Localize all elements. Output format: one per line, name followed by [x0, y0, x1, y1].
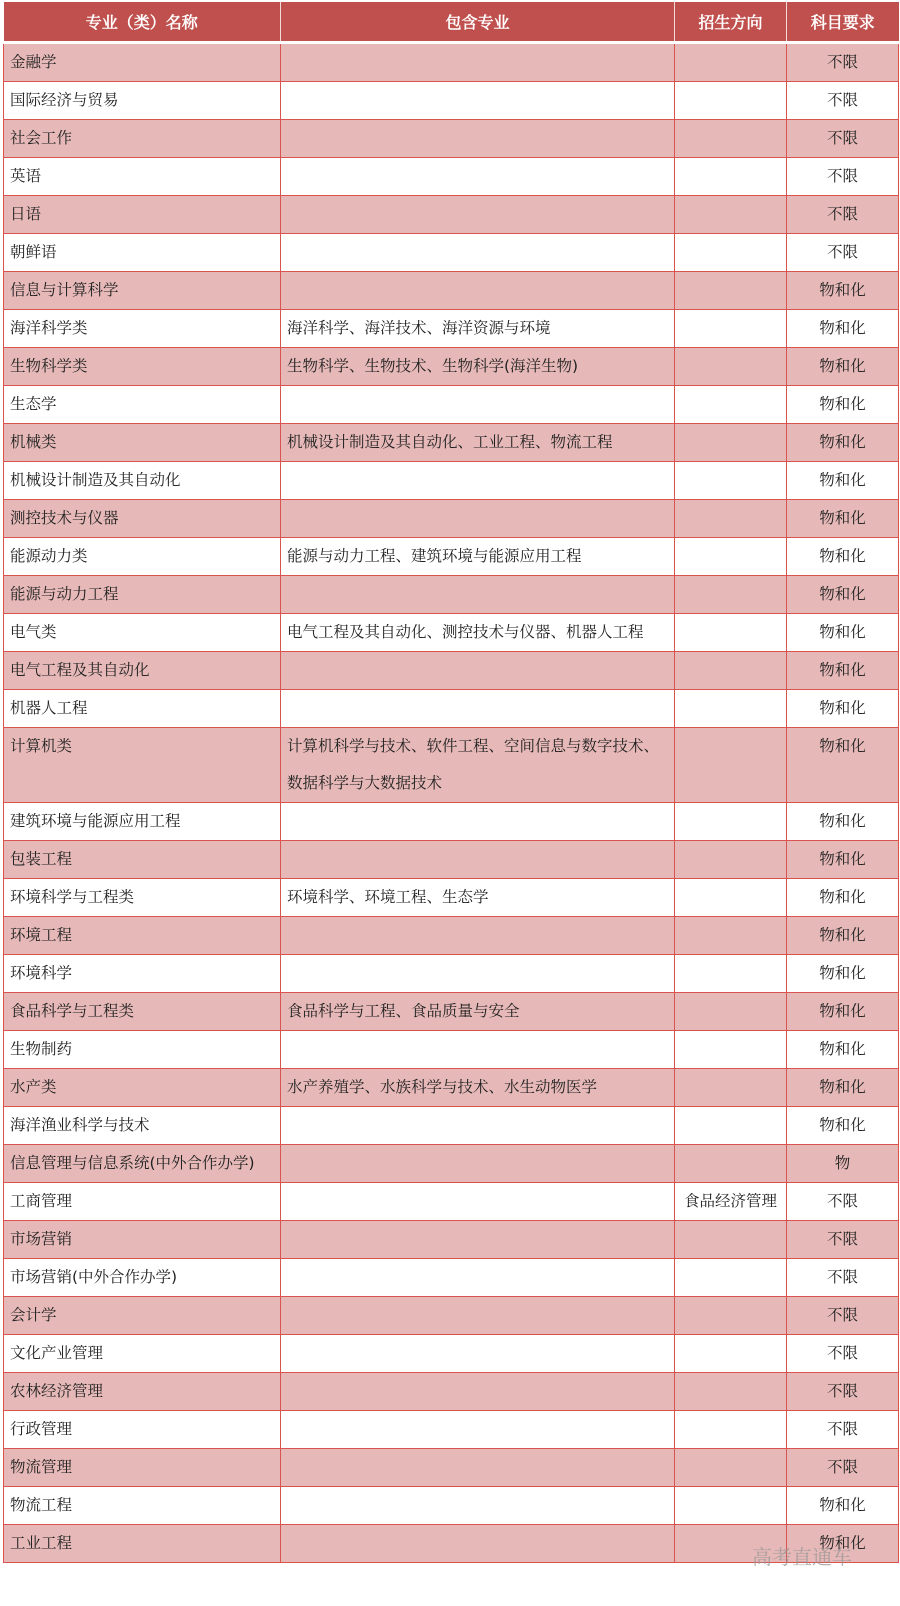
cell-included-majors [281, 1259, 675, 1297]
cell-included-majors [281, 1411, 675, 1449]
cell-direction [675, 120, 787, 158]
cell-direction [675, 82, 787, 120]
table-row [4, 1145, 899, 1183]
cell-included-majors [281, 1107, 675, 1145]
cell-included-majors: 食品科学与工程、食品质量与安全 [281, 993, 675, 1031]
cell-included-majors [281, 1525, 675, 1563]
cell-subject-requirement: 物和化 [787, 310, 899, 348]
cell-direction [675, 1145, 787, 1183]
cell-direction [675, 538, 787, 576]
table-row [4, 386, 899, 424]
table-row [4, 1183, 899, 1221]
cell-direction [675, 1221, 787, 1259]
cell-direction [675, 386, 787, 424]
cell-included-majors [281, 1221, 675, 1259]
cell-subject-requirement: 物和化 [787, 993, 899, 1031]
cell-direction [675, 272, 787, 310]
cell-included-majors [281, 803, 675, 841]
cell-direction [675, 917, 787, 955]
cell-included-majors [281, 158, 675, 196]
cell-major-name: 机器人工程 [4, 690, 281, 728]
cell-included-majors [281, 272, 675, 310]
cell-subject-requirement: 物和化 [787, 538, 899, 576]
cell-direction [675, 1449, 787, 1487]
table-row [4, 1107, 899, 1145]
table-row [4, 1487, 899, 1525]
cell-included-majors [281, 43, 675, 82]
table-row [4, 1259, 899, 1297]
table-row [4, 993, 899, 1031]
cell-direction [675, 158, 787, 196]
table-row [4, 310, 899, 348]
cell-included-majors [281, 120, 675, 158]
table-row [4, 462, 899, 500]
cell-included-majors [281, 82, 675, 120]
cell-major-name: 生物制药 [4, 1031, 281, 1069]
table-row [4, 1297, 899, 1335]
cell-direction [675, 955, 787, 993]
cell-major-name: 文化产业管理 [4, 1335, 281, 1373]
majors-table [3, 2, 899, 1563]
cell-subject-requirement: 不限 [787, 82, 899, 120]
cell-major-name: 物流工程 [4, 1487, 281, 1525]
cell-major-name: 信息管理与信息系统(中外合作办学) [4, 1145, 281, 1183]
cell-subject-requirement: 不限 [787, 158, 899, 196]
cell-included-majors [281, 1297, 675, 1335]
table-row [4, 348, 899, 386]
cell-included-majors: 机械设计制造及其自动化、工业工程、物流工程 [281, 424, 675, 462]
cell-major-name: 海洋渔业科学与技术 [4, 1107, 281, 1145]
table-row [4, 1335, 899, 1373]
cell-direction [675, 803, 787, 841]
cell-included-majors [281, 500, 675, 538]
table-header [4, 2, 899, 43]
cell-included-majors [281, 1449, 675, 1487]
table-row [4, 1373, 899, 1411]
table-row [4, 614, 899, 652]
cell-subject-requirement: 不限 [787, 1183, 899, 1221]
table-row [4, 652, 899, 690]
header-subject-requirement: 科目要求 [787, 2, 899, 43]
cell-direction [675, 348, 787, 386]
cell-included-majors [281, 652, 675, 690]
cell-subject-requirement: 物和化 [787, 803, 899, 841]
cell-subject-requirement: 物和化 [787, 728, 899, 803]
table-row [4, 803, 899, 841]
cell-subject-requirement: 物和化 [787, 1069, 899, 1107]
cell-major-name: 生物科学类 [4, 348, 281, 386]
header-included-majors: 包含专业 [281, 2, 675, 43]
cell-included-majors [281, 196, 675, 234]
cell-included-majors: 海洋科学、海洋技术、海洋资源与环境 [281, 310, 675, 348]
cell-subject-requirement: 不限 [787, 1297, 899, 1335]
cell-direction [675, 1069, 787, 1107]
cell-subject-requirement: 物 [787, 1145, 899, 1183]
cell-subject-requirement: 物和化 [787, 652, 899, 690]
table-row [4, 234, 899, 272]
cell-included-majors [281, 841, 675, 879]
table-row [4, 120, 899, 158]
table-row [4, 158, 899, 196]
table-row [4, 955, 899, 993]
cell-subject-requirement: 不限 [787, 1221, 899, 1259]
table-row [4, 538, 899, 576]
cell-direction [675, 841, 787, 879]
cell-major-name: 工业工程 [4, 1525, 281, 1563]
cell-subject-requirement: 不限 [787, 1449, 899, 1487]
cell-included-majors [281, 917, 675, 955]
cell-direction [675, 43, 787, 82]
cell-major-name: 环境科学 [4, 955, 281, 993]
table-row [4, 1069, 899, 1107]
cell-subject-requirement: 不限 [787, 1373, 899, 1411]
cell-direction [675, 614, 787, 652]
header-major-name: 专业（类）名称 [4, 2, 281, 43]
table-row [4, 82, 899, 120]
cell-included-majors [281, 1031, 675, 1069]
table-row [4, 272, 899, 310]
cell-subject-requirement: 不限 [787, 234, 899, 272]
table-row [4, 728, 899, 803]
cell-major-name: 计算机类 [4, 728, 281, 803]
cell-direction [675, 652, 787, 690]
cell-subject-requirement: 不限 [787, 1411, 899, 1449]
cell-subject-requirement: 物和化 [787, 576, 899, 614]
cell-major-name: 能源与动力工程 [4, 576, 281, 614]
cell-included-majors [281, 690, 675, 728]
cell-major-name: 日语 [4, 196, 281, 234]
cell-subject-requirement: 物和化 [787, 1107, 899, 1145]
cell-included-majors [281, 386, 675, 424]
table-body [4, 43, 899, 1563]
cell-included-majors [281, 462, 675, 500]
table-row [4, 1411, 899, 1449]
cell-direction [675, 993, 787, 1031]
cell-subject-requirement: 物和化 [787, 917, 899, 955]
cell-subject-requirement: 物和化 [787, 879, 899, 917]
cell-subject-requirement: 物和化 [787, 272, 899, 310]
cell-subject-requirement: 物和化 [787, 955, 899, 993]
cell-subject-requirement: 物和化 [787, 424, 899, 462]
cell-subject-requirement: 物和化 [787, 1487, 899, 1525]
cell-direction [675, 1031, 787, 1069]
table-row [4, 690, 899, 728]
cell-major-name: 市场营销(中外合作办学) [4, 1259, 281, 1297]
cell-major-name: 测控技术与仪器 [4, 500, 281, 538]
cell-direction [675, 1107, 787, 1145]
cell-direction [675, 1335, 787, 1373]
cell-major-name: 金融学 [4, 43, 281, 82]
cell-major-name: 行政管理 [4, 1411, 281, 1449]
cell-major-name: 建筑环境与能源应用工程 [4, 803, 281, 841]
table-row [4, 917, 899, 955]
cell-included-majors: 计算机科学与技术、软件工程、空间信息与数字技术、数据科学与大数据技术 [281, 728, 675, 803]
cell-major-name: 电气类 [4, 614, 281, 652]
cell-direction [675, 690, 787, 728]
cell-subject-requirement: 不限 [787, 1335, 899, 1373]
cell-major-name: 环境科学与工程类 [4, 879, 281, 917]
cell-major-name: 工商管理 [4, 1183, 281, 1221]
table-row [4, 879, 899, 917]
cell-subject-requirement: 物和化 [787, 462, 899, 500]
cell-direction [675, 500, 787, 538]
cell-direction [675, 1297, 787, 1335]
table-row [4, 576, 899, 614]
cell-major-name: 朝鲜语 [4, 234, 281, 272]
cell-major-name: 国际经济与贸易 [4, 82, 281, 120]
cell-major-name: 农林经济管理 [4, 1373, 281, 1411]
cell-included-majors: 电气工程及其自动化、测控技术与仪器、机器人工程 [281, 614, 675, 652]
header-direction: 招生方向 [675, 2, 787, 43]
cell-major-name: 生态学 [4, 386, 281, 424]
cell-included-majors [281, 1487, 675, 1525]
cell-major-name: 能源动力类 [4, 538, 281, 576]
watermark: 高考直通车 [752, 1545, 852, 1569]
cell-included-majors [281, 955, 675, 993]
cell-included-majors [281, 576, 675, 614]
cell-included-majors [281, 1145, 675, 1183]
cell-direction [675, 196, 787, 234]
cell-direction [675, 1411, 787, 1449]
cell-major-name: 机械类 [4, 424, 281, 462]
cell-subject-requirement: 物和化 [787, 500, 899, 538]
cell-major-name: 会计学 [4, 1297, 281, 1335]
cell-direction: 食品经济管理 [675, 1183, 787, 1221]
cell-direction [675, 1487, 787, 1525]
cell-major-name: 英语 [4, 158, 281, 196]
cell-included-majors [281, 1373, 675, 1411]
cell-direction [675, 462, 787, 500]
cell-included-majors: 水产养殖学、水族科学与技术、水生动物医学 [281, 1069, 675, 1107]
cell-direction [675, 576, 787, 614]
table-row [4, 1031, 899, 1069]
cell-subject-requirement: 物和化 [787, 1525, 899, 1563]
cell-major-name: 市场营销 [4, 1221, 281, 1259]
cell-subject-requirement: 物和化 [787, 841, 899, 879]
cell-direction [675, 728, 787, 803]
cell-included-majors: 能源与动力工程、建筑环境与能源应用工程 [281, 538, 675, 576]
cell-included-majors [281, 1335, 675, 1373]
table-row [4, 196, 899, 234]
cell-major-name: 机械设计制造及其自动化 [4, 462, 281, 500]
majors-table-container [3, 2, 898, 1563]
cell-direction [675, 1259, 787, 1297]
cell-subject-requirement: 物和化 [787, 614, 899, 652]
header-row [4, 2, 899, 43]
cell-major-name: 海洋科学类 [4, 310, 281, 348]
cell-major-name: 物流管理 [4, 1449, 281, 1487]
table-row [4, 1221, 899, 1259]
cell-major-name: 环境工程 [4, 917, 281, 955]
cell-included-majors: 环境科学、环境工程、生态学 [281, 879, 675, 917]
cell-subject-requirement: 不限 [787, 43, 899, 82]
cell-subject-requirement: 物和化 [787, 690, 899, 728]
cell-major-name: 食品科学与工程类 [4, 993, 281, 1031]
cell-subject-requirement: 物和化 [787, 386, 899, 424]
cell-subject-requirement: 不限 [787, 120, 899, 158]
cell-direction [675, 879, 787, 917]
cell-major-name: 社会工作 [4, 120, 281, 158]
table-row [4, 841, 899, 879]
cell-major-name: 电气工程及其自动化 [4, 652, 281, 690]
cell-major-name: 水产类 [4, 1069, 281, 1107]
cell-major-name: 信息与计算科学 [4, 272, 281, 310]
table-row [4, 1449, 899, 1487]
cell-included-majors [281, 234, 675, 272]
cell-major-name: 包装工程 [4, 841, 281, 879]
cell-subject-requirement: 物和化 [787, 348, 899, 386]
cell-included-majors: 生物科学、生物技术、生物科学(海洋生物) [281, 348, 675, 386]
cell-subject-requirement: 物和化 [787, 1031, 899, 1069]
cell-direction [675, 310, 787, 348]
cell-direction [675, 1373, 787, 1411]
table-row [4, 500, 899, 538]
table-row [4, 43, 899, 82]
cell-subject-requirement: 不限 [787, 196, 899, 234]
table-row [4, 424, 899, 462]
cell-subject-requirement: 不限 [787, 1259, 899, 1297]
cell-included-majors [281, 1183, 675, 1221]
cell-direction [675, 234, 787, 272]
cell-direction [675, 424, 787, 462]
